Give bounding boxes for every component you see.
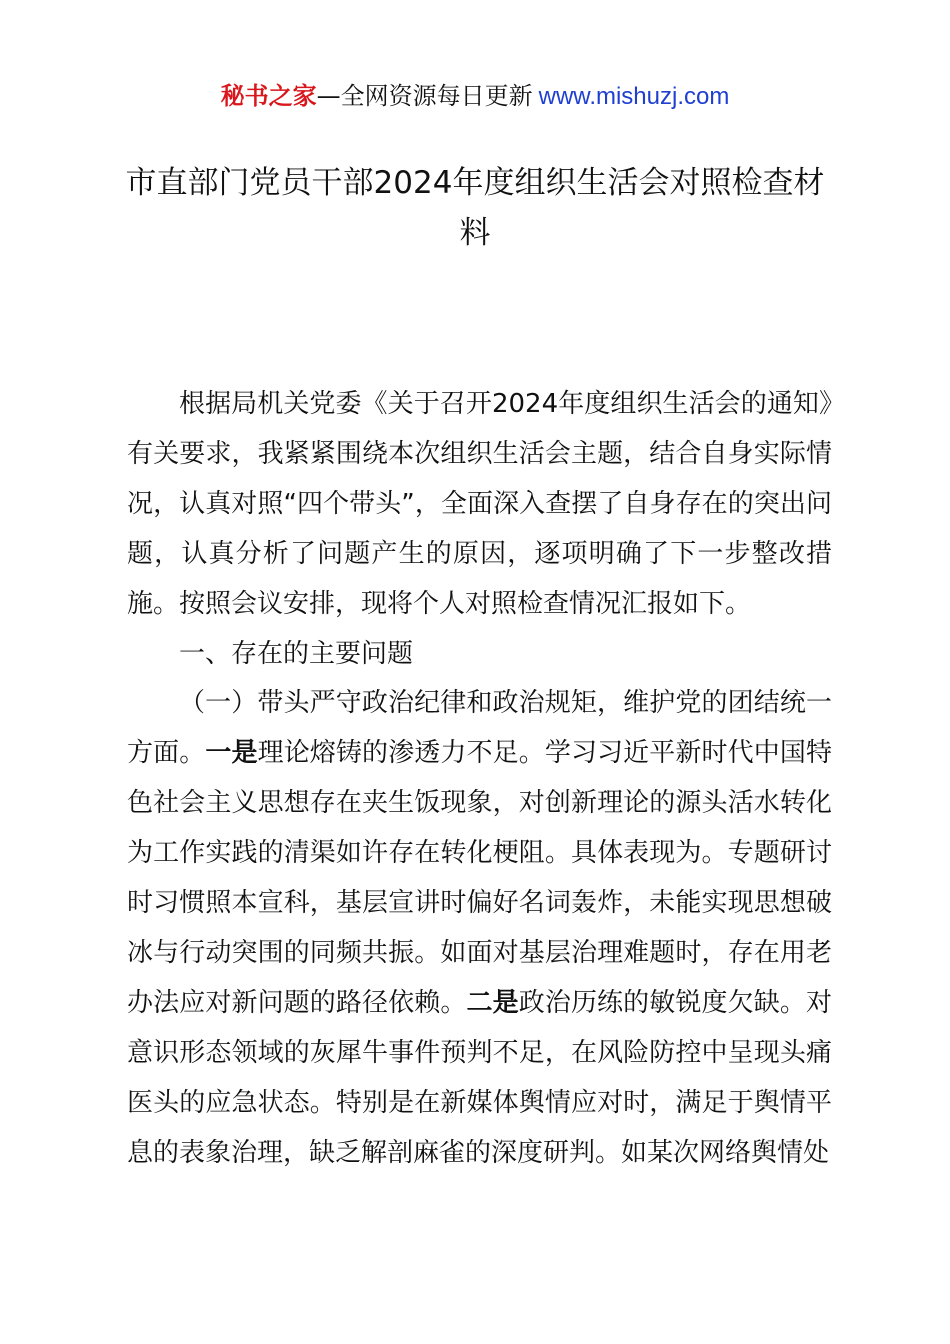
site-brand: 秘书之家 xyxy=(220,82,317,110)
site-header xyxy=(0,80,950,113)
document-body xyxy=(127,380,832,1179)
intro-paragraph: 根据局机关党委《关于召开2024年度组织生活会的通知》有关要求，我紧紧围绕本次组织生活会主题，结合自身实际情况，认真对照“四个带头”，全面深入查摆了自身存在的突出问题，认真分析了问题产生的原因，逐项明确了下一步整改措施。按照会议安排，现将个人对照检查情况汇报如下。 xyxy=(127,389,832,619)
site-tagline: —全网资源每日更新 xyxy=(316,82,533,110)
point-text-2: 政治历练的敏锐度欠缺。对意识形态领域的灰犀牛事件预判不足，在风险防控中呈现头痛医头的应急状态。特别是在新媒体舆情应对时，满足于舆情平息的表象治理，缺乏解剖麻雀的深度研判。如某次网络舆情处 xyxy=(127,987,832,1168)
point-marker-2: 二是 xyxy=(466,987,519,1018)
section-heading: 一、存在的主要问题 xyxy=(179,638,414,669)
subsection-heading: （一）带头严守政治纪律和政治规矩，维护党的团结统一方面。 xyxy=(127,688,832,769)
site-url-link[interactable]: www.mishuzj.com xyxy=(538,83,730,110)
point-text-1: 理论熔铸的渗透力不足。学习习近平新时代中国特色社会主义思想存在夹生饭现象，对创新理论的源头活水转化为工作实践的清渠如许存在转化梗阻。具体表现为。专题研讨时习惯照本宣科，基层宣讲时偏好名词轰炸，未能实现思想破冰与行动突围的同频共振。如面对基层治理难题时，存在用老办法应对新问题的路径依赖。 xyxy=(127,738,832,1018)
point-marker-1: 一是 xyxy=(205,738,258,769)
subsection-paragraph xyxy=(127,679,832,1178)
document-title: 市直部门党员干部2024年度组织生活会对照检查材料 xyxy=(125,165,825,251)
